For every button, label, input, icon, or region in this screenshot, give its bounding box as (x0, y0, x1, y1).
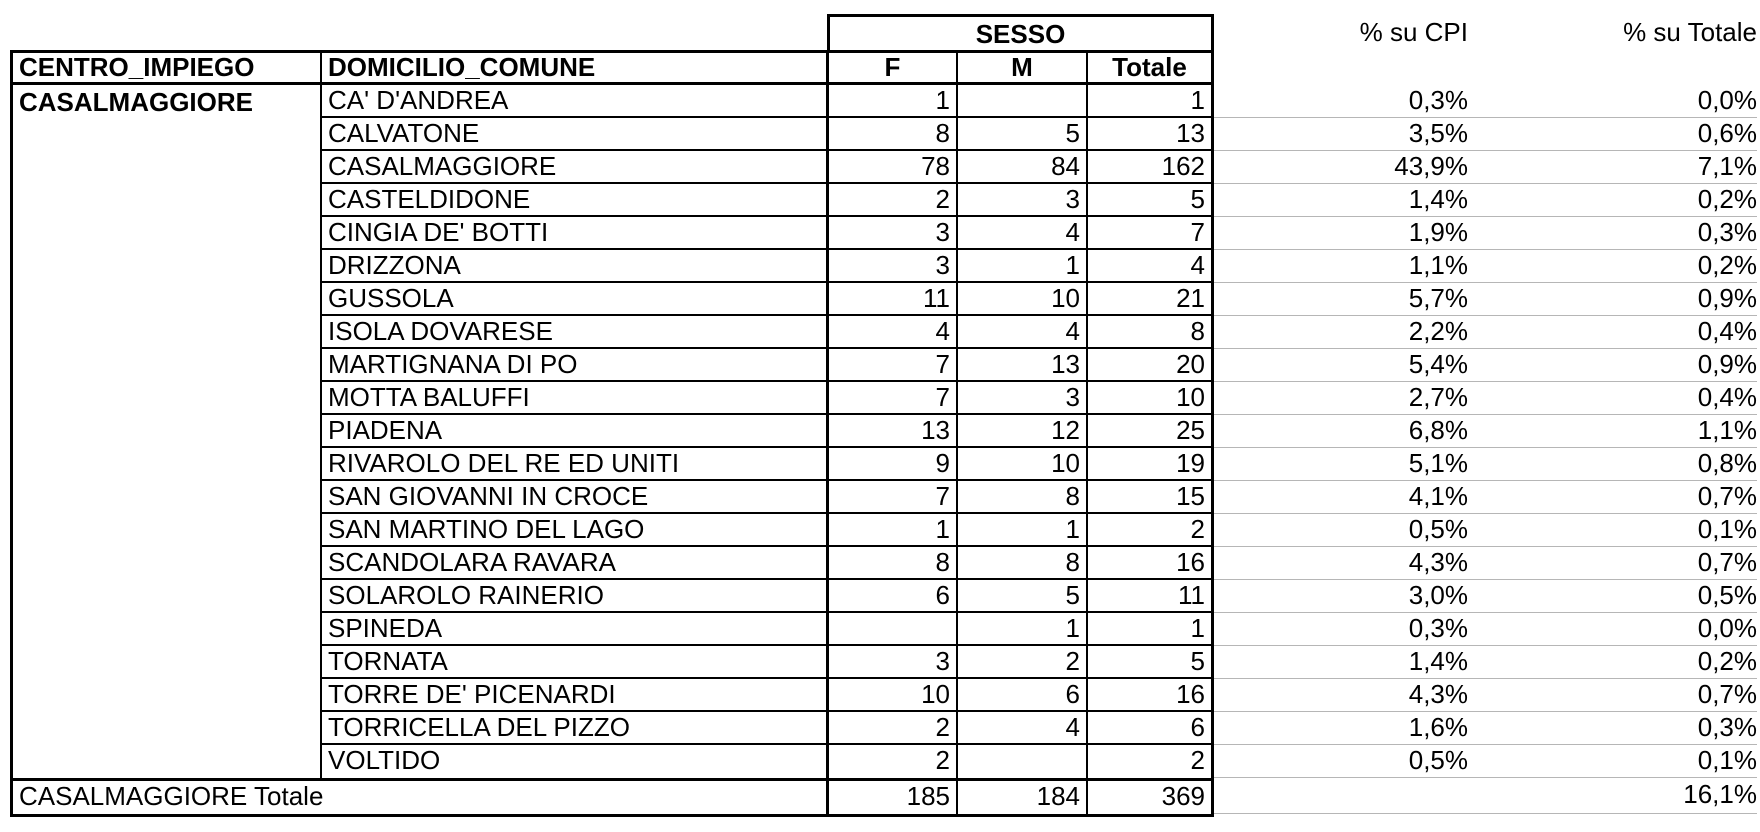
cell-m: 1 (958, 514, 1088, 545)
cell-comune: CASTELDIDONE (322, 184, 829, 215)
data-rows (322, 85, 1211, 778)
total-f: 185 (829, 781, 958, 814)
cell-f: 13 (829, 415, 958, 446)
cell-pct-cpi: 4,3% (1408, 679, 1468, 709)
table-row (322, 382, 1211, 415)
pct-row (1214, 85, 1757, 118)
cell-f: 9 (829, 448, 958, 479)
table-row (322, 217, 1211, 250)
pct-row (1214, 514, 1757, 547)
cell-totale: 2 (1190, 514, 1205, 544)
total-totale: 369 (1161, 781, 1205, 811)
cell-f: 78 (829, 151, 958, 182)
col-header-pct-totale: % su Totale (1623, 16, 1757, 47)
cell-pct-totale: 0,0% (1697, 85, 1757, 115)
cell-f (829, 613, 958, 644)
col-header-centro-impiego: CENTRO_IMPIEGO (13, 53, 322, 82)
cell-f: 3 (829, 250, 958, 281)
table-row (322, 679, 1211, 712)
cell-f: 4 (829, 316, 958, 347)
cell-f: 2 (829, 712, 958, 743)
table-row (322, 613, 1211, 646)
cell-totale: 19 (1176, 448, 1205, 478)
cell-f: 3 (829, 217, 958, 248)
cell-m (958, 745, 1088, 778)
cell-totale: 21 (1176, 283, 1205, 313)
cell-pct-cpi: 3,0% (1408, 580, 1468, 610)
cell-pct-totale: 0,1% (1697, 514, 1757, 544)
cell-pct-cpi: 5,7% (1408, 283, 1468, 313)
pct-row (1214, 580, 1757, 613)
cell-f: 7 (829, 349, 958, 380)
cell-m: 13 (958, 349, 1088, 380)
cell-pct-totale: 0,2% (1697, 250, 1757, 280)
cell-pct-totale: 0,3% (1697, 712, 1757, 742)
cell-pct-cpi: 1,9% (1408, 217, 1468, 247)
table-row (322, 646, 1211, 679)
cell-totale: 6 (1190, 712, 1205, 742)
cell-m: 12 (958, 415, 1088, 446)
cell-f: 6 (829, 580, 958, 611)
cell-pct-cpi: 1,1% (1408, 250, 1468, 280)
total-label: CASALMAGGIORE Totale (13, 781, 829, 814)
table-row (322, 415, 1211, 448)
cell-pct-cpi: 3,5% (1408, 118, 1468, 148)
cell-pct-totale: 0,9% (1697, 349, 1757, 379)
pct-row (1214, 646, 1757, 679)
cell-m: 5 (958, 580, 1088, 611)
sesso-group-header-label: SESSO (975, 19, 1066, 49)
cell-f: 8 (829, 118, 958, 149)
table-row (322, 448, 1211, 481)
cell-pct-cpi: 2,2% (1408, 316, 1468, 346)
table-row (322, 250, 1211, 283)
table-row (322, 481, 1211, 514)
cell-comune: DRIZZONA (322, 250, 829, 281)
cell-f: 7 (829, 481, 958, 512)
cell-m: 1 (958, 613, 1088, 644)
cell-f: 10 (829, 679, 958, 710)
cell-totale: 1 (1190, 613, 1205, 643)
cell-pct-cpi: 0,3% (1408, 85, 1468, 115)
cell-totale: 11 (1178, 580, 1205, 610)
cell-comune: TORRICELLA DEL PIZZO (322, 712, 829, 743)
pct-row (1214, 415, 1757, 448)
table-row (322, 547, 1211, 580)
cell-totale: 10 (1176, 382, 1205, 412)
cell-totale: 16 (1176, 547, 1205, 577)
cell-pct-totale: 0,9% (1697, 283, 1757, 313)
cell-comune: SOLAROLO RAINERIO (322, 580, 829, 611)
table-row (322, 580, 1211, 613)
col-header-totale: Totale (1112, 52, 1187, 82)
col-header-m: M (958, 53, 1088, 82)
col-header-f: F (829, 53, 958, 82)
cell-pct-totale: 0,7% (1697, 481, 1757, 511)
pct-row (1214, 184, 1757, 217)
cell-pct-cpi: 1,4% (1408, 184, 1468, 214)
cell-f: 8 (829, 547, 958, 578)
cell-comune: CASALMAGGIORE (322, 151, 829, 182)
cell-pct-cpi: 4,3% (1408, 547, 1468, 577)
table-row (322, 712, 1211, 745)
cell-pct-totale: 7,1% (1697, 151, 1757, 181)
total-row (13, 778, 1211, 814)
total-pct-cpi (1214, 778, 1468, 813)
cell-pct-cpi: 1,4% (1408, 646, 1468, 676)
cell-totale: 5 (1190, 184, 1205, 214)
pct-total-row (1214, 778, 1757, 814)
cell-pct-totale: 0,1% (1697, 745, 1757, 775)
pct-rows (1214, 85, 1757, 814)
cell-comune: MARTIGNANA DI PO (322, 349, 829, 380)
cell-comune: CINGIA DE' BOTTI (322, 217, 829, 248)
cell-totale: 13 (1176, 118, 1205, 148)
pct-headers (1214, 14, 1757, 50)
pct-row (1214, 283, 1757, 316)
cell-comune: MOTTA BALUFFI (322, 382, 829, 413)
cell-pct-cpi: 5,1% (1408, 448, 1468, 478)
cell-m: 6 (958, 679, 1088, 710)
cell-comune: TORRE DE' PICENARDI (322, 679, 829, 710)
table-body (13, 85, 1211, 778)
cell-pct-totale: 0,8% (1697, 448, 1757, 478)
pivot-table (10, 50, 1214, 817)
pct-row (1214, 151, 1757, 184)
cell-pct-totale: 0,2% (1697, 184, 1757, 214)
pct-row (1214, 382, 1757, 415)
cell-pct-totale: 0,6% (1697, 118, 1757, 148)
cell-pct-cpi: 2,7% (1408, 382, 1468, 412)
cell-pct-totale: 0,4% (1697, 316, 1757, 346)
cell-comune: SAN GIOVANNI IN CROCE (322, 481, 829, 512)
cell-m: 4 (958, 316, 1088, 347)
pct-row (1214, 745, 1757, 778)
cell-pct-totale: 0,7% (1697, 547, 1757, 577)
table-header-row (13, 53, 1211, 85)
cell-totale: 20 (1176, 349, 1205, 379)
cell-m: 4 (958, 712, 1088, 743)
cell-totale: 8 (1190, 316, 1205, 346)
cell-pct-cpi: 6,8% (1408, 415, 1468, 445)
pct-row (1214, 448, 1757, 481)
pct-row (1214, 547, 1757, 580)
cell-pct-cpi: 0,5% (1408, 514, 1468, 544)
table-row (322, 745, 1211, 778)
cell-m: 10 (958, 448, 1088, 479)
cell-comune: GUSSOLA (322, 283, 829, 314)
table-row (322, 151, 1211, 184)
cell-totale: 4 (1190, 250, 1205, 280)
table-row (322, 118, 1211, 151)
table-row (322, 184, 1211, 217)
cell-totale: 1 (1190, 85, 1205, 115)
cell-totale: 25 (1176, 415, 1205, 445)
cell-comune: RIVAROLO DEL RE ED UNITI (322, 448, 829, 479)
cell-m: 10 (958, 283, 1088, 314)
pct-row (1214, 481, 1757, 514)
cell-m: 8 (958, 547, 1088, 578)
cell-totale: 2 (1190, 745, 1205, 775)
cell-comune: CA' D'ANDREA (322, 85, 829, 116)
cell-comune: VOLTIDO (322, 745, 829, 778)
cell-m: 2 (958, 646, 1088, 677)
table-row (322, 349, 1211, 382)
cell-f: 2 (829, 745, 958, 778)
pct-row (1214, 712, 1757, 745)
cell-f: 1 (829, 514, 958, 545)
cell-pct-cpi: 4,1% (1408, 481, 1468, 511)
pct-row (1214, 217, 1757, 250)
col-header-domicilio-comune: DOMICILIO_COMUNE (322, 53, 829, 82)
cell-m: 3 (958, 382, 1088, 413)
cell-m: 3 (958, 184, 1088, 215)
col-header-pct-cpi: % su CPI (1359, 16, 1468, 47)
pct-row (1214, 613, 1757, 646)
group-cell-casalmaggiore: CASALMAGGIORE (13, 85, 322, 778)
sesso-group-header (827, 14, 1214, 53)
cell-pct-totale: 1,1% (1697, 415, 1757, 445)
cell-comune: SCANDOLARA RAVARA (322, 547, 829, 578)
cell-comune: SPINEDA (322, 613, 829, 644)
cell-f: 2 (829, 184, 958, 215)
cell-totale: 15 (1176, 481, 1205, 511)
cell-f: 7 (829, 382, 958, 413)
cell-m: 84 (958, 151, 1088, 182)
pct-row (1214, 349, 1757, 382)
cell-pct-cpi: 43,9% (1394, 151, 1468, 181)
cell-f: 1 (829, 85, 958, 116)
cell-pct-totale: 0,3% (1697, 217, 1757, 247)
cell-totale: 162 (1161, 151, 1205, 181)
cell-totale: 16 (1176, 679, 1205, 709)
cell-m: 4 (958, 217, 1088, 248)
pct-row (1214, 316, 1757, 349)
cell-pct-cpi: 0,3% (1408, 613, 1468, 643)
cell-comune: ISOLA DOVARESE (322, 316, 829, 347)
cell-m: 8 (958, 481, 1088, 512)
table-row (322, 316, 1211, 349)
table-row (322, 283, 1211, 316)
table-row (322, 85, 1211, 118)
cell-m (958, 85, 1088, 116)
cell-pct-totale: 0,4% (1697, 382, 1757, 412)
cell-f: 3 (829, 646, 958, 677)
cell-comune: CALVATONE (322, 118, 829, 149)
cell-comune: PIADENA (322, 415, 829, 446)
total-m: 184 (958, 781, 1088, 814)
pct-row (1214, 679, 1757, 712)
cell-totale: 7 (1190, 217, 1205, 247)
cell-pct-cpi: 0,5% (1408, 745, 1468, 775)
cell-comune: SAN MARTINO DEL LAGO (322, 514, 829, 545)
cell-pct-cpi: 5,4% (1408, 349, 1468, 379)
cell-pct-cpi: 1,6% (1408, 712, 1468, 742)
cell-pct-totale: 0,7% (1697, 679, 1757, 709)
pct-row (1214, 118, 1757, 151)
cell-f: 11 (829, 283, 958, 314)
cell-pct-totale: 0,0% (1697, 613, 1757, 643)
cell-m: 1 (958, 250, 1088, 281)
cell-totale: 5 (1190, 646, 1205, 676)
total-pct-totale: 16,1% (1683, 779, 1757, 809)
pct-row (1214, 250, 1757, 283)
cell-pct-totale: 0,2% (1697, 646, 1757, 676)
cell-pct-totale: 0,5% (1697, 580, 1757, 610)
cell-comune: TORNATA (322, 646, 829, 677)
cell-m: 5 (958, 118, 1088, 149)
table-row (322, 514, 1211, 547)
